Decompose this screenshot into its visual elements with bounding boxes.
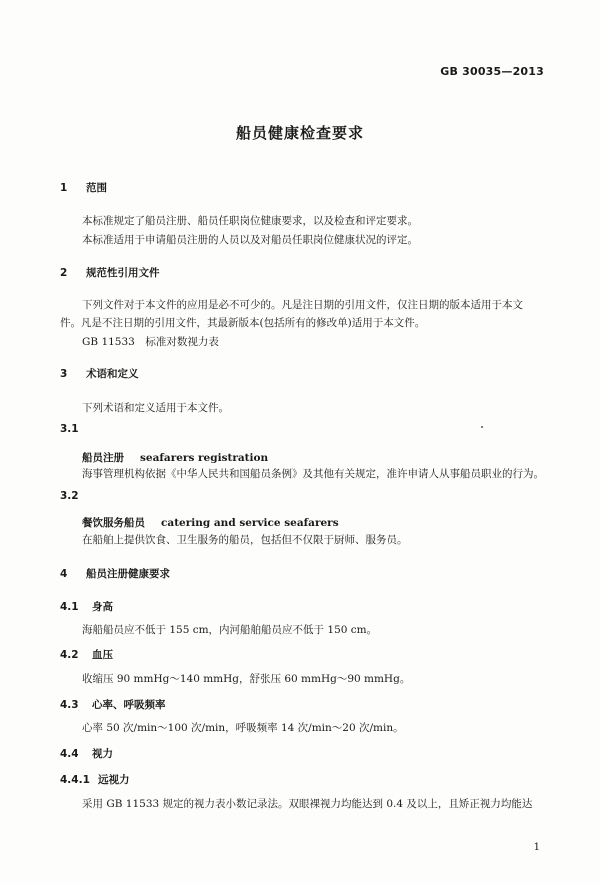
clause-title: 血压 [92, 649, 113, 661]
section-title: 船员注册健康要求 [86, 568, 170, 580]
clause-text: 海船船员应不低于 155 cm，内河船舶船员应不低于 150 cm。 [82, 624, 378, 636]
section-number: 1 [60, 182, 68, 194]
clause-text: 心率 50 次/min～100 次/min，呼吸频率 14 次/min～20 次/min。 [82, 722, 404, 734]
paragraph-continuation: 件。凡是不注日期的引用文件，其最新版本(包括所有的修改单)适用于本文件。 [60, 317, 426, 329]
section-3-heading [60, 366, 139, 381]
clause-title: 视力 [92, 748, 113, 760]
normative-reference: GB 11533 标准对数视力表 [82, 336, 219, 348]
page-number: 1 [533, 842, 540, 853]
section-number: 3 [60, 368, 68, 380]
section-number: 2 [60, 267, 68, 279]
term-3-2 [82, 515, 339, 530]
paragraph: 下列文件对于本文件的应用是必不可少的。凡是注日期的引用文件，仅注日期的版本适用于本文 [82, 299, 523, 311]
clause-title: 身高 [92, 601, 113, 613]
clause-number: 4.4.1 [60, 774, 90, 786]
term-definition: 海事管理机构依据《中华人民共和国船员条例》及其他有关规定，准许申请人从事船员职业的行为。 [82, 468, 544, 480]
section-title: 范围 [86, 182, 107, 194]
clause-4-2-heading [60, 647, 113, 662]
clause-number: 4.3 [60, 699, 79, 711]
term-cn: 餐饮服务船员 [82, 517, 145, 529]
section-title: 规范性引用文件 [86, 267, 160, 279]
clause-title: 心率、呼吸频率 [92, 699, 166, 711]
clause-4-4-heading [60, 746, 113, 761]
document-title: 船员健康检查要求 [235, 124, 364, 142]
clause-4-4-1-heading [60, 772, 130, 787]
term-cn: 船员注册 [82, 452, 124, 464]
standard-code: GB 30035—2013 [440, 65, 544, 78]
clause-text: 采用 GB 11533 规定的视力表小数记录法。双眼裸视力均能达到 0.4 及以上，且矫正视力均能达 [82, 798, 533, 810]
scan-speck [481, 426, 483, 428]
clause-text: 收缩压 90 mmHg～140 mmHg，舒张压 60 mmHg～90 mmHg。 [82, 673, 411, 685]
term-3-1 [82, 450, 268, 465]
term-en: catering and service seafarers [161, 517, 339, 529]
paragraph: 下列术语和定义适用于本文件。 [82, 402, 229, 414]
term-definition: 在船舶上提供饮食、卫生服务的船员，包括但不仅限于厨师、服务员。 [82, 534, 408, 546]
section-4-heading [60, 566, 170, 581]
clause-3-2-number: 3.2 [60, 490, 79, 502]
clause-number: 4.4 [60, 748, 79, 760]
clause-3-1-number: 3.1 [60, 423, 79, 435]
section-2-heading [60, 265, 160, 280]
term-en: seafarers registration [140, 452, 269, 464]
clause-title: 远视力 [98, 774, 130, 786]
section-1-heading [60, 180, 107, 195]
clause-4-1-heading [60, 599, 113, 614]
clause-number: 4.2 [60, 649, 79, 661]
section-number: 4 [60, 568, 68, 580]
clause-4-3-heading [60, 697, 166, 712]
paragraph: 本标准规定了船员注册、船员任职岗位健康要求，以及检查和评定要求。 [82, 215, 418, 227]
paragraph: 本标准适用于申请船员注册的人员以及对船员任职岗位健康状况的评定。 [82, 234, 418, 246]
section-title: 术语和定义 [86, 368, 139, 380]
clause-number: 4.1 [60, 601, 79, 613]
